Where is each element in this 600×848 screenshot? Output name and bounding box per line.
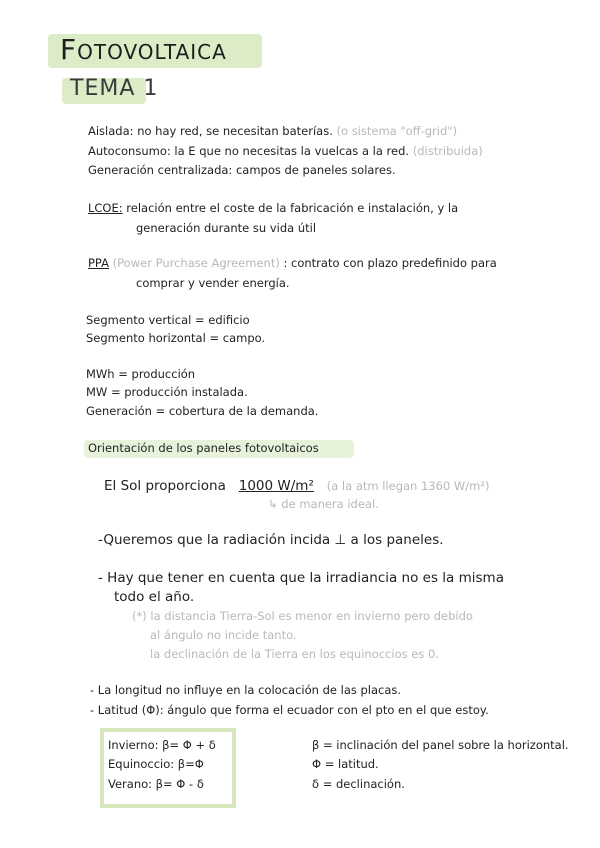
sun-line <box>104 478 489 494</box>
ppa-label: PPA <box>88 256 110 270</box>
unit-mwh: MWh = producción <box>86 367 196 381</box>
def-autoconsumo-label: Autoconsumo: <box>88 144 171 158</box>
def-aislada-note: (o sistema "off-grid") <box>336 124 458 138</box>
page-title: Fotovoltaica <box>60 33 227 66</box>
orientation-heading: Orientación de los paneles fotovoltaicos <box>88 441 319 455</box>
sun-note: (a la atm llegan 1360 W/m²) <box>326 479 490 493</box>
legend-phi: Φ = latitud. <box>312 757 379 771</box>
def-autoconsumo-text: la E que no necesitas la vuelcas a la red. <box>174 144 410 158</box>
sun-note-2: ↳ de manera ideal. <box>268 497 379 511</box>
ppa-line2: comprar y vender energía. <box>136 276 290 290</box>
bullet-longitud: - La longitud no influye en la colocación de las placas. <box>90 683 402 697</box>
topic-label: TEMA 1 <box>70 76 159 101</box>
bullet-radiacion: -Queremos que la radiación incida ⊥ a los paneles. <box>98 532 444 548</box>
def-generacion-label: Generación centralizada: <box>88 163 233 177</box>
sun-value: 1000 W/m² <box>238 478 314 494</box>
bullet-irradiancia-2: todo el año. <box>114 589 195 605</box>
unit-mw: MW = producción instalada. <box>86 385 248 399</box>
segment-vertical: Segmento vertical = edificio <box>86 313 250 327</box>
def-aislada-text: no hay red, se necesitan baterías. <box>137 124 333 138</box>
unit-generacion: Generación = cobertura de la demanda. <box>86 404 319 418</box>
segment-horizontal: Segmento horizontal = campo. <box>86 331 266 345</box>
legend-delta: δ = declinación. <box>312 777 405 791</box>
lcoe-line2: generación durante su vida útil <box>136 221 317 235</box>
formula-equinoccio: Equinoccio: β=Φ <box>108 757 204 771</box>
lcoe-line1 <box>88 201 458 215</box>
ppa-note: (Power Purchase Agreement) <box>112 256 280 270</box>
sun-text: El Sol proporciona <box>104 478 226 494</box>
legend-beta: β = inclinación del panel sobre la horizontal. <box>312 738 569 752</box>
bullet-latitud: - Latitud (Φ): ángulo que forma el ecuador con el pto en el que estoy. <box>90 703 489 717</box>
note-line-3: la declinación de la Tierra en los equinoccios es 0. <box>150 647 439 661</box>
def-aislada-label: Aislada: <box>88 124 134 138</box>
def-aislada <box>88 124 457 138</box>
note-line-1: (*) la distancia Tierra-Sol es menor en invierno pero debido <box>132 609 473 623</box>
lcoe-label: LCOE: <box>88 201 123 215</box>
def-autoconsumo <box>88 144 483 158</box>
def-generacion-text: campos de paneles solares. <box>235 163 396 177</box>
lcoe-text-1: relación entre el coste de la fabricación e instalación, y la <box>126 201 459 215</box>
ppa-text-1: : contrato con plazo predefinido para <box>283 256 497 270</box>
formula-verano: Verano: β= Φ - δ <box>108 777 204 791</box>
def-generacion <box>88 163 396 177</box>
def-autoconsumo-note: (distribuida) <box>412 144 483 158</box>
bullet-irradiancia-1: - Hay que tener en cuenta que la irradiancia no es la misma <box>98 570 504 586</box>
ppa-line1 <box>88 256 497 270</box>
formula-invierno: Invierno: β= Φ + δ <box>108 738 216 752</box>
note-line-2: al ángulo no incide tanto. <box>150 628 297 642</box>
